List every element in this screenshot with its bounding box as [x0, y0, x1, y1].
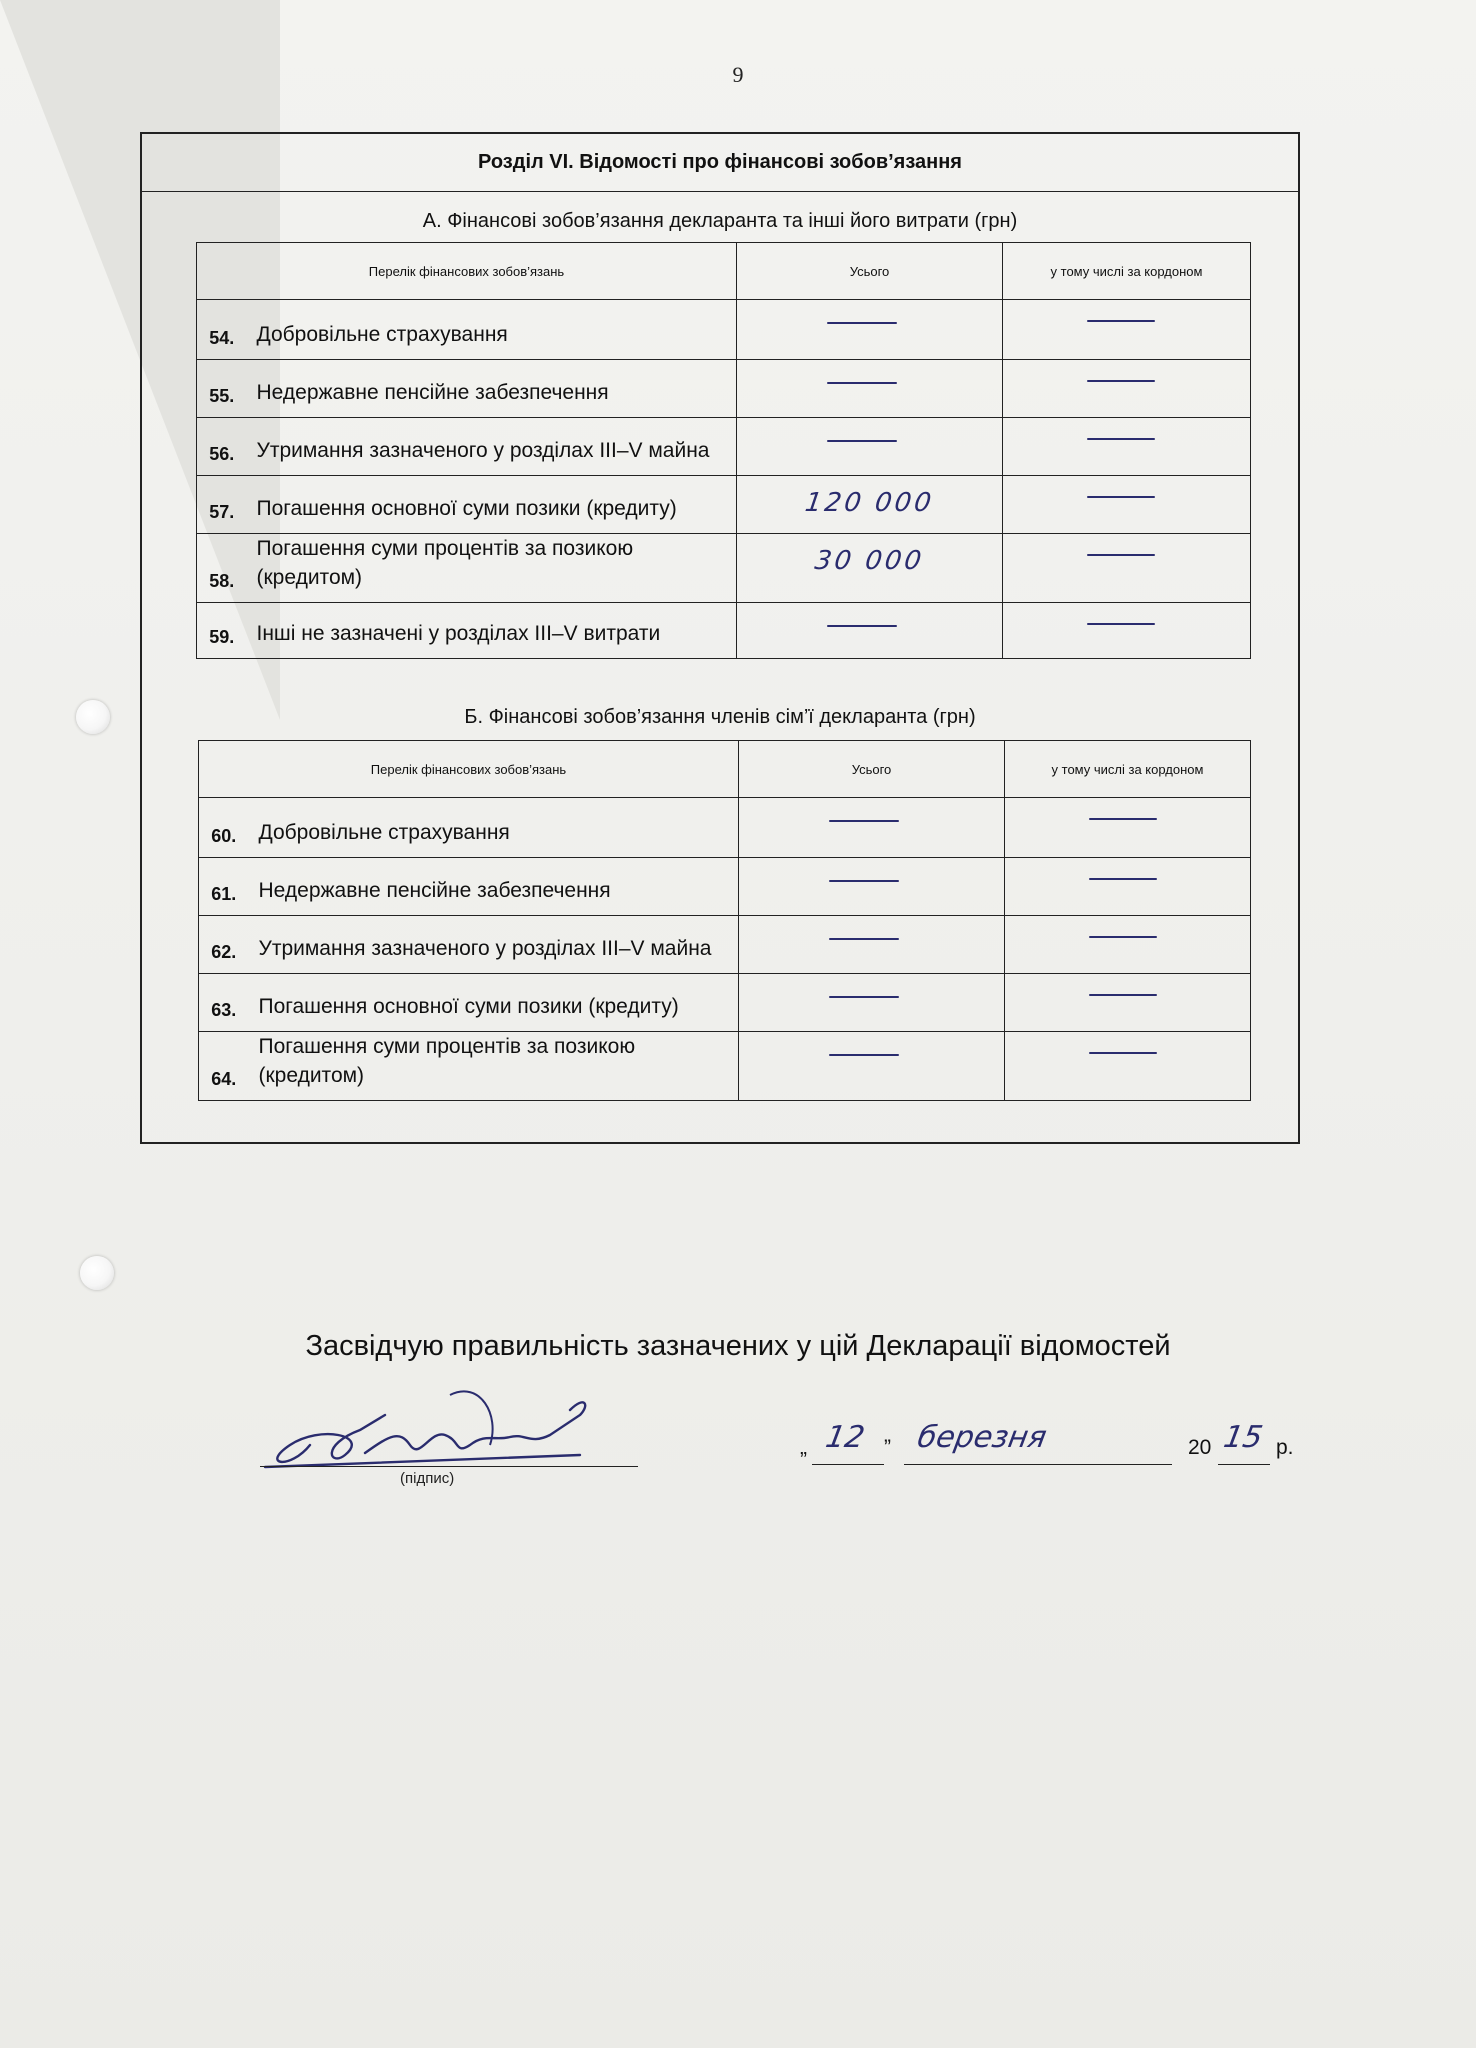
table-header-row — [197, 243, 1251, 300]
date-day-line — [812, 1464, 884, 1465]
handwritten-dash — [827, 440, 897, 442]
table-row — [199, 1032, 1251, 1101]
row-total-cell — [737, 418, 1003, 476]
row-abroad-cell — [1003, 418, 1251, 476]
row-abroad-cell — [1005, 798, 1251, 858]
row-number: 56. — [197, 418, 247, 476]
column-header-list: Перелік фінансових зобов’язань — [199, 741, 739, 798]
date-year: 15 — [1220, 1420, 1266, 1455]
row-label: Утримання зазначеного у розділах III–V майна — [247, 418, 737, 476]
handwritten-total: 120 000 — [803, 488, 936, 518]
table-row — [197, 476, 1251, 534]
date-month-line — [904, 1464, 1172, 1465]
row-label: Погашення суми процентів за позикою (кредитом) — [247, 534, 737, 603]
part-b-title: Б. Фінансові зобов’язання членів сім’ї декларанта (грн) — [464, 706, 976, 728]
handwritten-dash — [827, 625, 897, 627]
handwritten-dash — [1087, 320, 1155, 322]
handwritten-dash — [827, 322, 897, 324]
row-total-cell — [737, 534, 1003, 603]
row-total-cell — [739, 1032, 1005, 1101]
handwritten-dash — [1087, 623, 1155, 625]
handwritten-dash — [1087, 380, 1155, 382]
page-number: 9 — [732, 62, 744, 87]
column-header-abroad: у тому числі за кордоном — [1003, 243, 1251, 300]
punch-hole — [80, 1256, 114, 1290]
row-number: 64. — [199, 1032, 249, 1101]
row-total-cell — [737, 300, 1003, 360]
date-year-unit: р. — [1276, 1436, 1294, 1459]
handwritten-dash — [829, 938, 899, 940]
row-abroad-cell — [1003, 300, 1251, 360]
handwritten-dash — [1089, 994, 1157, 996]
row-label: Погашення основної суми позики (кредиту) — [249, 974, 739, 1032]
table-row — [197, 360, 1251, 418]
date-year-line — [1218, 1464, 1270, 1465]
row-total-cell — [739, 974, 1005, 1032]
row-label: Утримання зазначеного у розділах III–V майна — [249, 916, 739, 974]
date-day: 12 — [822, 1420, 868, 1455]
table-row — [199, 858, 1251, 916]
handwritten-dash — [829, 1054, 899, 1056]
section-frame — [140, 132, 1300, 1144]
row-abroad-cell — [1005, 916, 1251, 974]
row-number: 61. — [199, 858, 249, 916]
table-row — [199, 974, 1251, 1032]
table-row — [197, 603, 1251, 659]
handwritten-dash — [1087, 496, 1155, 498]
row-number: 63. — [199, 974, 249, 1032]
handwritten-dash — [1089, 818, 1157, 820]
row-label: Погашення основної суми позики (кредиту) — [247, 476, 737, 534]
handwritten-dash — [827, 382, 897, 384]
handwritten-dash — [1089, 936, 1157, 938]
row-label: Недержавне пенсійне забезпечення — [247, 360, 737, 418]
part-b-table — [198, 740, 1251, 1101]
signature-caption: (підпис) — [400, 1470, 455, 1487]
handwritten-dash — [1089, 1052, 1157, 1054]
row-total-cell — [737, 476, 1003, 534]
handwritten-dash — [1087, 438, 1155, 440]
row-label: Інші не зазначені у розділах III–V витрати — [247, 603, 737, 659]
row-number: 58. — [197, 534, 247, 603]
row-number: 60. — [199, 798, 249, 858]
handwritten-dash — [829, 996, 899, 998]
signature-mark — [250, 1375, 620, 1485]
handwritten-total: 30 000 — [812, 546, 927, 576]
row-number: 55. — [197, 360, 247, 418]
row-total-cell — [739, 858, 1005, 916]
signature-line — [260, 1466, 638, 1467]
column-header-total: Усього — [737, 243, 1003, 300]
row-abroad-cell — [1005, 1032, 1251, 1101]
row-label: Добровільне страхування — [249, 798, 739, 858]
table-row — [197, 534, 1251, 603]
punch-hole — [76, 700, 110, 734]
handwritten-dash — [1087, 554, 1155, 556]
part-a-title: А. Фінансові зобов’язання декларанта та інші його витрати (грн) — [422, 210, 1018, 232]
row-abroad-cell — [1005, 974, 1251, 1032]
row-abroad-cell — [1003, 603, 1251, 659]
row-abroad-cell — [1003, 360, 1251, 418]
table-row — [199, 798, 1251, 858]
handwritten-dash — [829, 820, 899, 822]
row-number: 54. — [197, 300, 247, 360]
column-header-list: Перелік фінансових зобов’язань — [197, 243, 737, 300]
row-total-cell — [737, 360, 1003, 418]
handwritten-dash — [1089, 878, 1157, 880]
table-row — [197, 300, 1251, 360]
date-month: березня — [914, 1420, 1050, 1455]
date-quote-close: ” — [884, 1436, 891, 1459]
row-label: Погашення суми процентів за позикою (кредитом) — [249, 1032, 739, 1101]
row-number: 57. — [197, 476, 247, 534]
column-header-total: Усього — [739, 741, 1005, 798]
handwritten-dash — [829, 880, 899, 882]
row-total-cell — [739, 798, 1005, 858]
table-header-row — [199, 741, 1251, 798]
row-number: 59. — [197, 603, 247, 659]
date-quote-open: „ — [800, 1436, 807, 1459]
table-row — [197, 418, 1251, 476]
part-a-table — [196, 242, 1251, 659]
date-year-prefix: 20 — [1188, 1436, 1212, 1459]
row-abroad-cell — [1003, 476, 1251, 534]
column-header-abroad: у тому числі за кордоном — [1005, 741, 1251, 798]
certification-statement: Засвідчую правильність зазначених у цій Декларації відомостей — [305, 1330, 1171, 1362]
row-number: 62. — [199, 916, 249, 974]
row-total-cell — [739, 916, 1005, 974]
row-abroad-cell — [1003, 534, 1251, 603]
row-label: Недержавне пенсійне забезпечення — [249, 858, 739, 916]
row-abroad-cell — [1005, 858, 1251, 916]
table-row — [199, 916, 1251, 974]
row-total-cell — [737, 603, 1003, 659]
row-label: Добровільне страхування — [247, 300, 737, 360]
section-title: Розділ VI. Відомості про фінансові зобов’язання — [142, 134, 1298, 192]
